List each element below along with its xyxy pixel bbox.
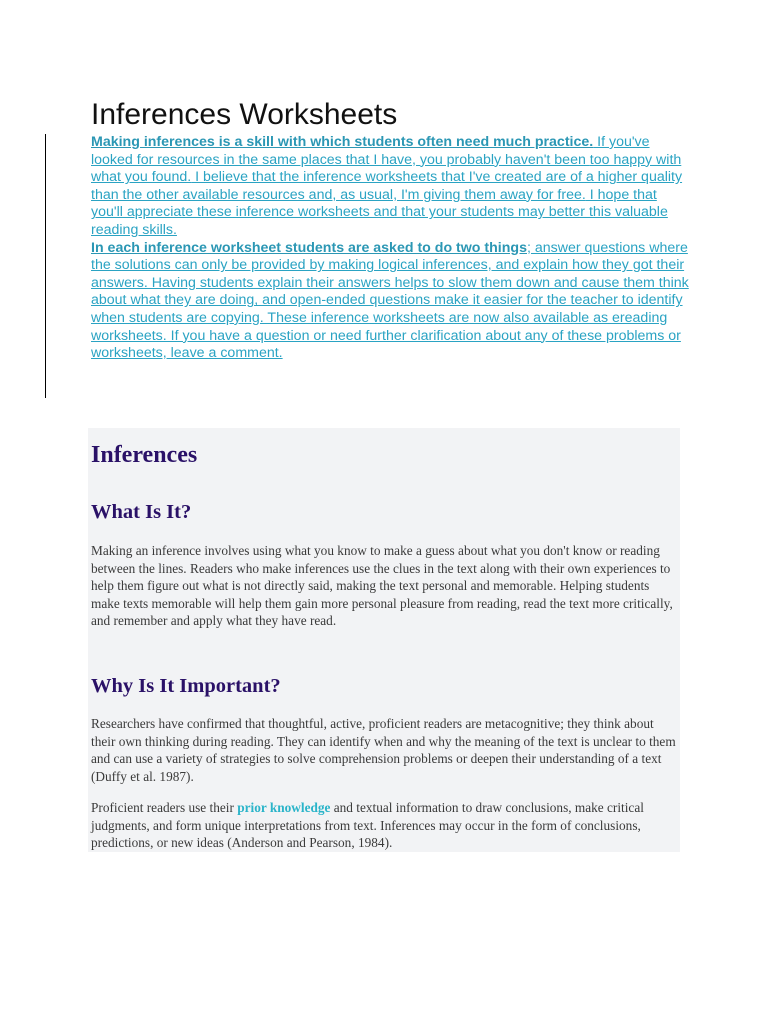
two-things-link[interactable]: In each inference worksheet students are asked to do two things (91, 239, 527, 256)
why-important-text-1: Researchers have confirmed that thoughtful, active, proficient readers are metacognitive; they think about their own thinking during reading. They can identify when and why the meaning of the text is unclear to them and can use a variety of strategies to solve comprehension problems or deepen their understanding of a text (Duffy et al. 1987). (91, 716, 676, 784)
intro-body-link-4[interactable]: ; answer questions where the solutions can only be provided by making logical inferences, and explain how they got their answers. Having students explain their answers helps to slow them down and cause them think about what they are doing, and open-ended questions make it easier for the teacher to identify when students are copying. These inference worksheets are now also available as ereading worksheets. If you have a question or need further clarification about any of these problems or worksheets, leave a comment. (91, 239, 689, 362)
found-link[interactable]: too happy with what you found. (91, 151, 682, 186)
intro-lead-link[interactable]: Making inferences is a skill with which students often need much practice. (91, 134, 594, 150)
intro-body-link-1[interactable]: If you've looked for resources in the same places that I have, you probably haven't been (91, 134, 650, 168)
giving-away-link[interactable]: I'm giving them away for free. (400, 186, 586, 203)
why-important-text-2 (91, 799, 679, 852)
what-is-it-heading: What Is It? (91, 501, 192, 523)
intro-paragraph-1 (91, 134, 691, 240)
article-panel (88, 428, 680, 852)
intro-section (91, 134, 691, 363)
prior-knowledge-link[interactable]: prior knowledge (237, 800, 331, 815)
text2-after: and textual information to draw conclusions, make critical judgments, and form unique interpretations from text. Inferences may occur in the form of conclusions, predictions, or new ideas (Anderson and Pearson, 1984). (91, 800, 644, 851)
intro-paragraph-2 (91, 240, 691, 363)
intro-body-link-2[interactable]: I believe that the inference worksheets that I've created are of a higher quality than the other available resources and, as usual, (91, 169, 683, 203)
text2-before: Proficient readers use their (91, 800, 238, 815)
margin-change-bar (45, 134, 46, 398)
intro-body-link-3[interactable]: I hope that you'll appreciate these inference worksheets and that your students may better this valuable reading skills. (91, 186, 668, 238)
what-is-it-text: Making an inference involves using what you know to make a guess about what you don't know or reading between the lines. Readers who make inferences use the clues in the text along with their own experiences to help them figure out what is not directly said, making the text personal and memorable. Helping students make texts memorable will help them gain more personal pleasure from reading, read the text more critically, and remember and apply what they have read. (91, 543, 673, 629)
page-title: Inferences Worksheets (91, 98, 398, 131)
article-heading: Inferences (91, 442, 198, 468)
why-important-heading: Why Is It Important? (91, 675, 281, 697)
